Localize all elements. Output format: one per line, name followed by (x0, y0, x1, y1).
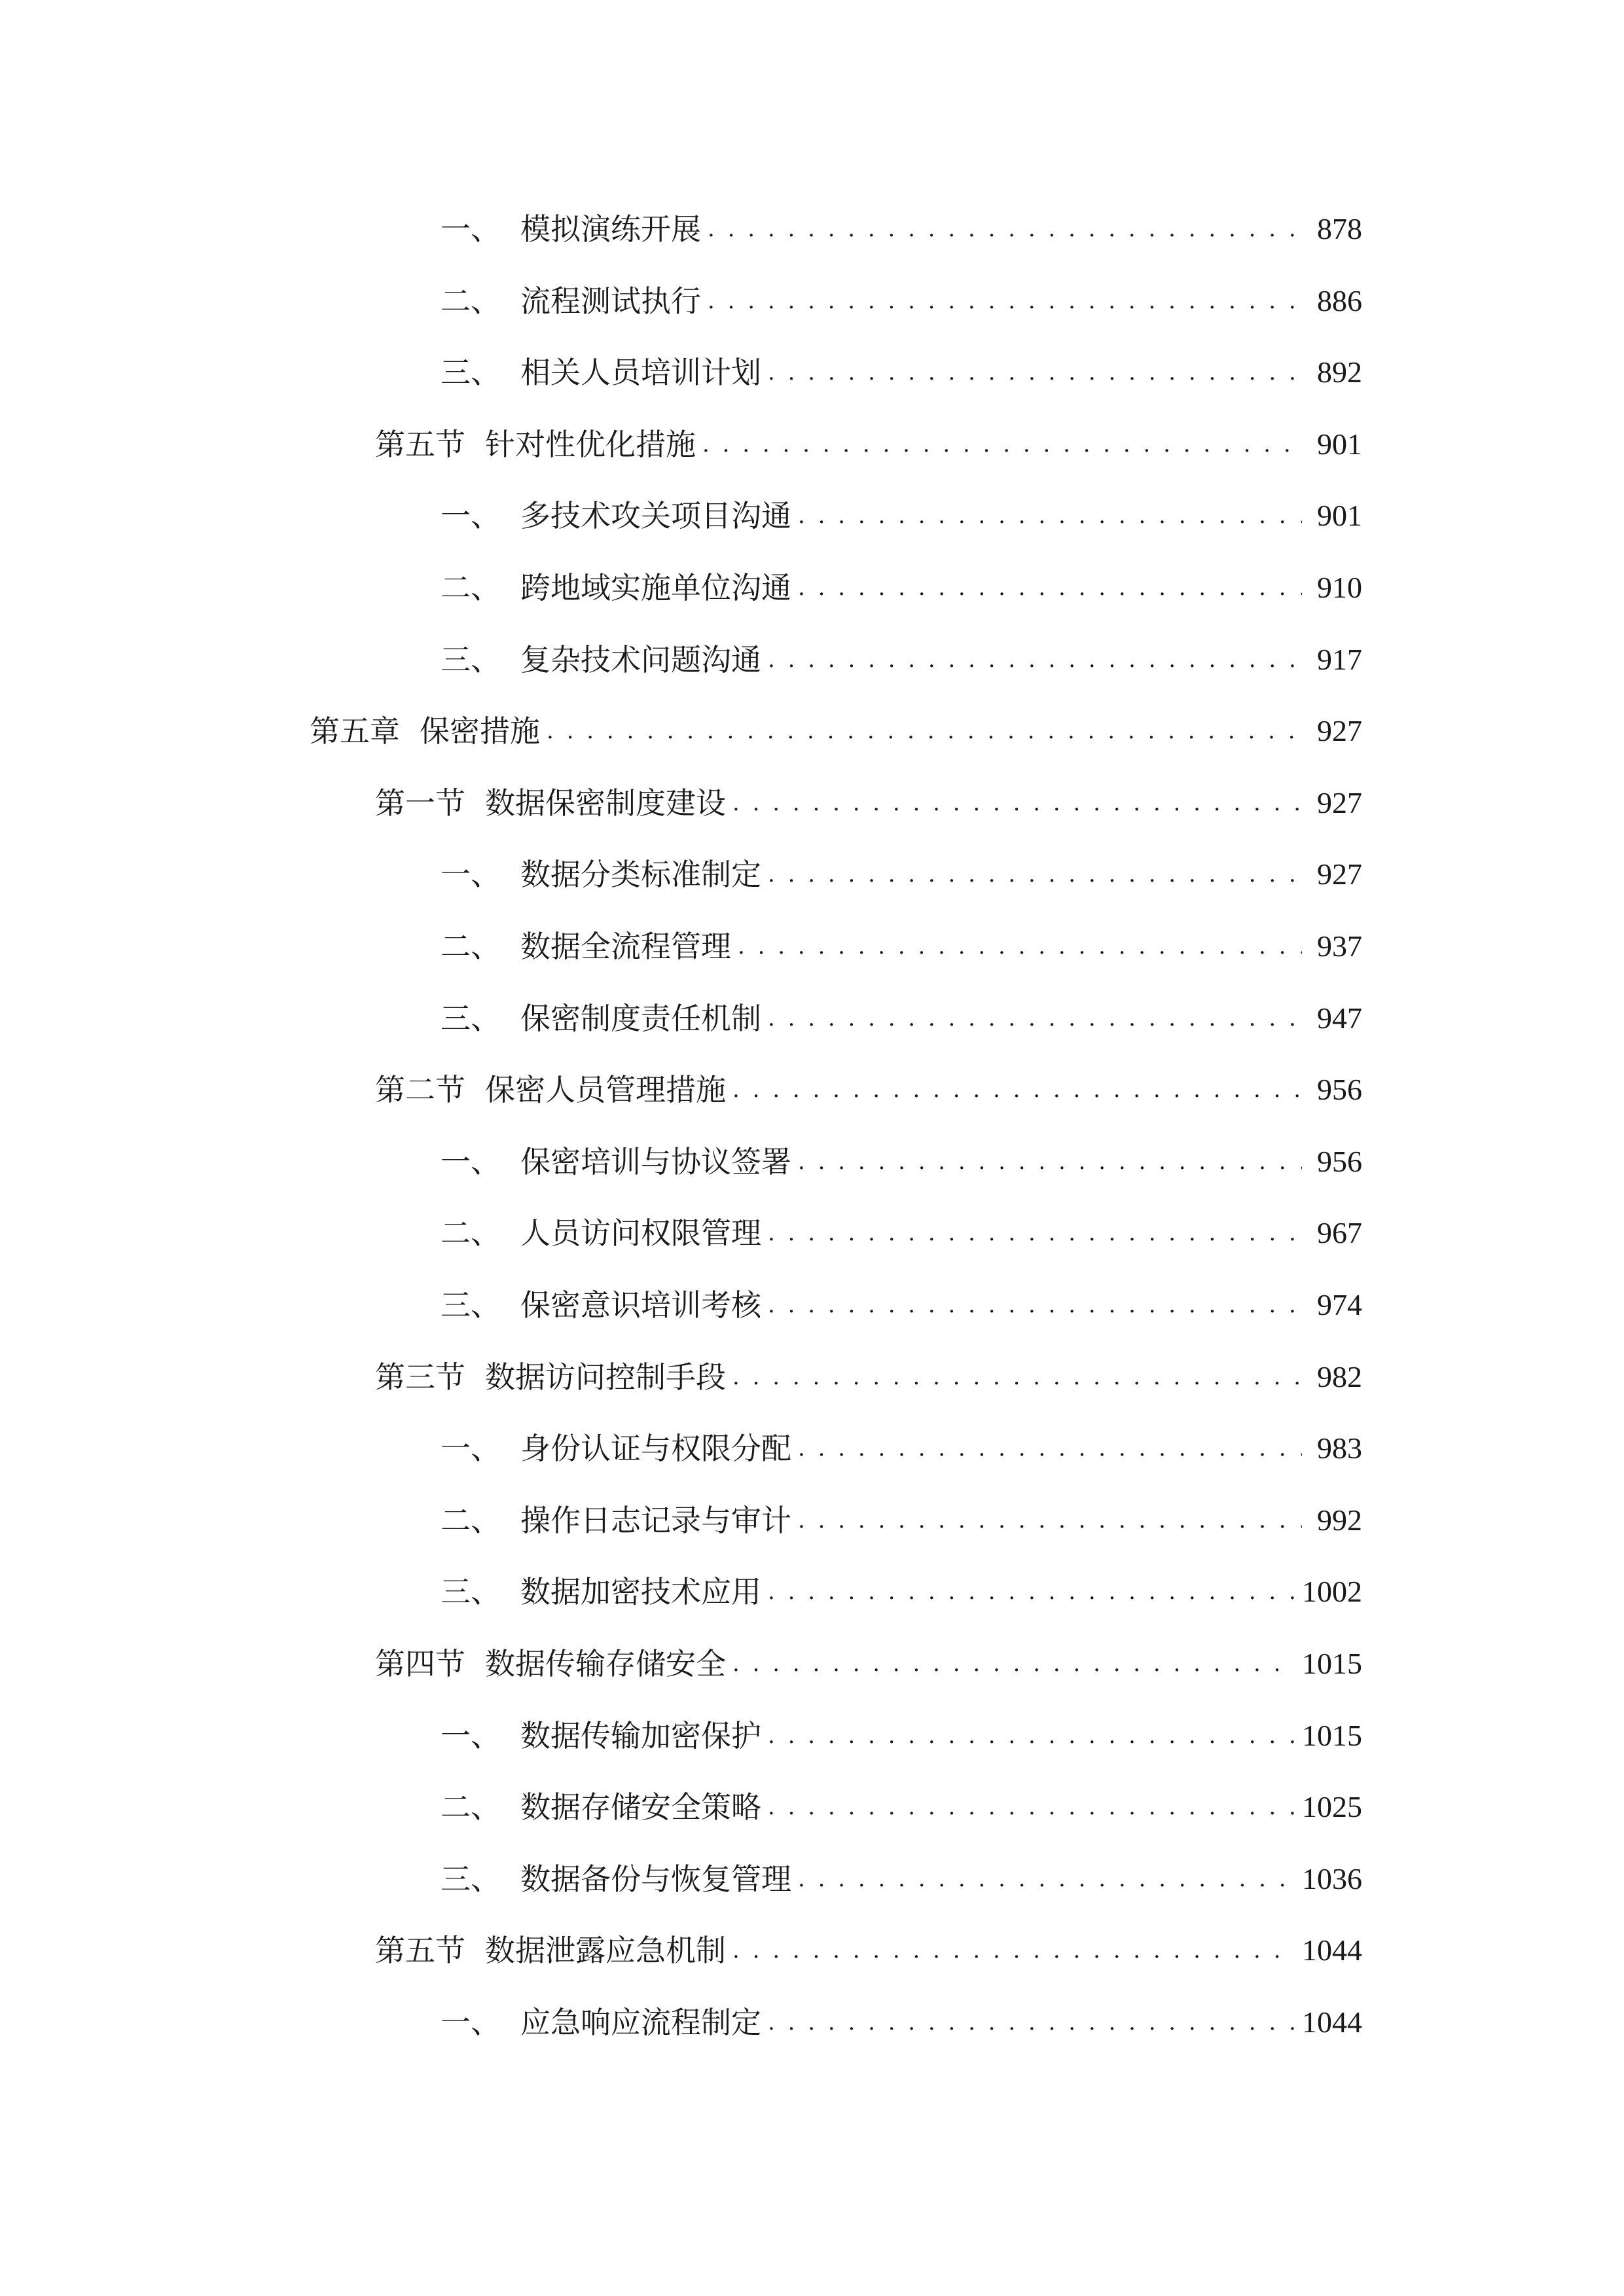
toc-entry-page: 1025 (1302, 1790, 1362, 1824)
toc-entry-title: 数据保密制度建设 (485, 785, 726, 821)
toc-entry-page: 1015 (1302, 1647, 1362, 1680)
dot-leader (732, 1918, 1294, 1983)
toc-entry-page: 910 (1317, 571, 1362, 604)
toc-entry-title: 跨地域实施单位沟通 (520, 570, 791, 605)
toc-entry-page: 901 (1317, 427, 1362, 461)
toc-entry-title: 保密培训与协议签署 (520, 1143, 791, 1179)
toc-entry-page: 927 (1317, 714, 1362, 748)
toc-entry-prefix: 三、 (441, 641, 501, 677)
dot-leader (798, 1846, 1294, 1912)
toc-entry-prefix: 一、 (441, 1143, 501, 1179)
toc-entry-prefix: 一、 (441, 857, 501, 893)
toc-entry[interactable] (441, 1416, 1362, 1481)
toc-entry-page: 886 (1317, 283, 1362, 317)
toc-entry[interactable] (375, 1631, 1362, 1696)
toc-entry-title: 数据备份与恢复管理 (520, 1861, 791, 1897)
toc-entry-prefix: 第二节 (375, 1072, 465, 1108)
toc-entry-title: 数据传输存储安全 (485, 1646, 726, 1681)
toc-entry[interactable] (441, 1774, 1362, 1840)
toc-entry-title: 数据全流程管理 (520, 929, 731, 964)
toc-entry-prefix: 二、 (441, 283, 501, 319)
dot-leader (798, 1416, 1302, 1481)
toc-entry-title: 数据访问控制手段 (485, 1359, 726, 1395)
toc-entry[interactable] (441, 340, 1362, 405)
dot-leader (732, 1631, 1294, 1696)
toc-entry-prefix: 三、 (441, 355, 501, 391)
toc-entry[interactable] (375, 770, 1362, 836)
toc-entry[interactable] (441, 1272, 1362, 1338)
toc-entry-prefix: 二、 (441, 929, 501, 964)
dot-leader (768, 842, 1302, 907)
toc-entry-prefix: 三、 (441, 1287, 501, 1323)
toc-entry[interactable] (375, 412, 1362, 477)
toc-entry-prefix: 第五章 (310, 713, 400, 749)
toc-entry-prefix: 第五节 (375, 426, 465, 462)
toc-entry-prefix: 一、 (441, 1717, 501, 1753)
toc-entry-prefix: 二、 (441, 1502, 501, 1538)
toc-entry-page: 982 (1317, 1359, 1362, 1393)
dot-leader (702, 412, 1302, 477)
toc-entry[interactable] (310, 698, 1362, 764)
toc-entry-prefix: 第一节 (375, 785, 465, 821)
toc-entry[interactable] (441, 1129, 1362, 1194)
toc-entry-page: 992 (1317, 1503, 1362, 1537)
toc-entry-title: 保密人员管理措施 (485, 1072, 726, 1108)
toc-entry-page: 1002 (1302, 1575, 1362, 1609)
dot-leader (732, 1057, 1302, 1122)
toc-entry-title: 数据分类标准制定 (520, 857, 761, 893)
toc-entry-page: 983 (1317, 1431, 1362, 1465)
toc-entry[interactable] (441, 483, 1362, 548)
toc-entry-title: 保密制度责任机制 (520, 1000, 761, 1036)
toc-entry-title: 相关人员培训计划 (520, 355, 761, 391)
toc-entry-prefix: 二、 (441, 570, 501, 605)
toc-entry-title: 数据存储安全策略 (520, 1789, 761, 1825)
toc-entry-page: 1044 (1302, 1933, 1362, 1967)
toc-entry[interactable] (441, 1559, 1362, 1624)
dot-leader (708, 196, 1302, 262)
toc-entry-prefix: 三、 (441, 1574, 501, 1610)
toc-entry-title: 数据加密技术应用 (520, 1574, 761, 1610)
toc-entry-prefix: 一、 (441, 1431, 501, 1467)
dot-leader (798, 1129, 1302, 1194)
toc-entry[interactable] (375, 1057, 1362, 1122)
dot-leader (732, 770, 1302, 836)
toc-entry-page: 956 (1317, 1073, 1362, 1107)
toc-entry-page: 901 (1317, 499, 1362, 533)
toc-entry-page: 1015 (1302, 1718, 1362, 1752)
toc-entry-prefix: 第五节 (375, 1933, 465, 1969)
toc-entry-page: 917 (1317, 642, 1362, 676)
toc-entry[interactable] (441, 1846, 1362, 1912)
toc-entry[interactable] (441, 842, 1362, 907)
toc-entry-page: 937 (1317, 929, 1362, 963)
toc-entry-title: 身份认证与权限分配 (520, 1431, 791, 1467)
toc-entry-prefix: 二、 (441, 1215, 501, 1251)
dot-leader (768, 340, 1302, 405)
dot-leader (768, 627, 1302, 692)
toc-entry[interactable] (441, 627, 1362, 692)
toc-entry[interactable] (441, 1488, 1362, 1553)
toc-entry-page: 956 (1317, 1144, 1362, 1178)
toc-entry-prefix: 三、 (441, 1000, 501, 1036)
toc-entry-title: 应急响应流程制定 (520, 2005, 761, 2040)
toc-entry[interactable] (441, 914, 1362, 979)
dot-leader (547, 698, 1302, 764)
toc-entry-title: 数据传输加密保护 (520, 1717, 761, 1753)
dot-leader (768, 1703, 1294, 1768)
toc-entry[interactable] (441, 986, 1362, 1051)
toc-entry-page: 892 (1317, 355, 1362, 389)
toc-entry-page: 1036 (1302, 1861, 1362, 1895)
dot-leader (768, 986, 1302, 1051)
toc-entry-title: 数据泄露应急机制 (485, 1933, 726, 1969)
dot-leader (768, 1774, 1294, 1840)
toc-entry-title: 保密意识培训考核 (520, 1287, 761, 1323)
dot-leader (768, 1559, 1294, 1624)
toc-entry-title: 保密措施 (420, 713, 540, 749)
toc-entry-page: 1044 (1302, 2005, 1362, 2039)
toc-entry-page: 974 (1317, 1288, 1362, 1321)
toc-entry-title: 针对性优化措施 (485, 426, 696, 462)
toc-entry-title: 复杂技术问题沟通 (520, 641, 761, 677)
toc-entry-page: 967 (1317, 1216, 1362, 1250)
toc-entry-prefix: 第三节 (375, 1359, 465, 1395)
toc-entry[interactable] (375, 1918, 1362, 1983)
dot-leader (732, 1344, 1302, 1410)
toc-entry-page: 927 (1317, 785, 1362, 819)
dot-leader (798, 555, 1302, 620)
toc-entry[interactable] (441, 1200, 1362, 1266)
toc-entry-prefix: 一、 (441, 2005, 501, 2040)
toc-entry-title: 模拟演练开展 (520, 211, 701, 247)
toc-entry-prefix: 二、 (441, 1789, 501, 1825)
toc-entry-prefix: 一、 (441, 211, 501, 247)
toc-entry[interactable] (441, 268, 1362, 334)
toc-entry-title: 流程测试执行 (520, 283, 701, 319)
toc-entry[interactable] (441, 555, 1362, 620)
dot-leader (768, 1990, 1294, 2055)
toc-entry-title: 人员访问权限管理 (520, 1215, 761, 1251)
toc-entry-page: 927 (1317, 857, 1362, 891)
dot-leader (738, 914, 1302, 979)
toc-entry-prefix: 一、 (441, 498, 501, 534)
dot-leader (708, 268, 1302, 334)
toc-entry-page: 947 (1317, 1001, 1362, 1035)
dot-leader (768, 1200, 1302, 1266)
toc-entry[interactable] (375, 1344, 1362, 1410)
dot-leader (798, 1488, 1302, 1553)
toc-entry[interactable] (441, 196, 1362, 262)
toc-entry-title: 多技术攻关项目沟通 (520, 498, 791, 534)
toc-entry-prefix: 第四节 (375, 1646, 465, 1681)
dot-leader (798, 483, 1302, 548)
toc-entry-page: 878 (1317, 212, 1362, 245)
toc-entry[interactable] (441, 1990, 1362, 2055)
toc-entry[interactable] (441, 1703, 1362, 1768)
toc-entry-title: 操作日志记录与审计 (520, 1502, 791, 1538)
dot-leader (768, 1272, 1302, 1338)
toc-entry-prefix: 三、 (441, 1861, 501, 1897)
